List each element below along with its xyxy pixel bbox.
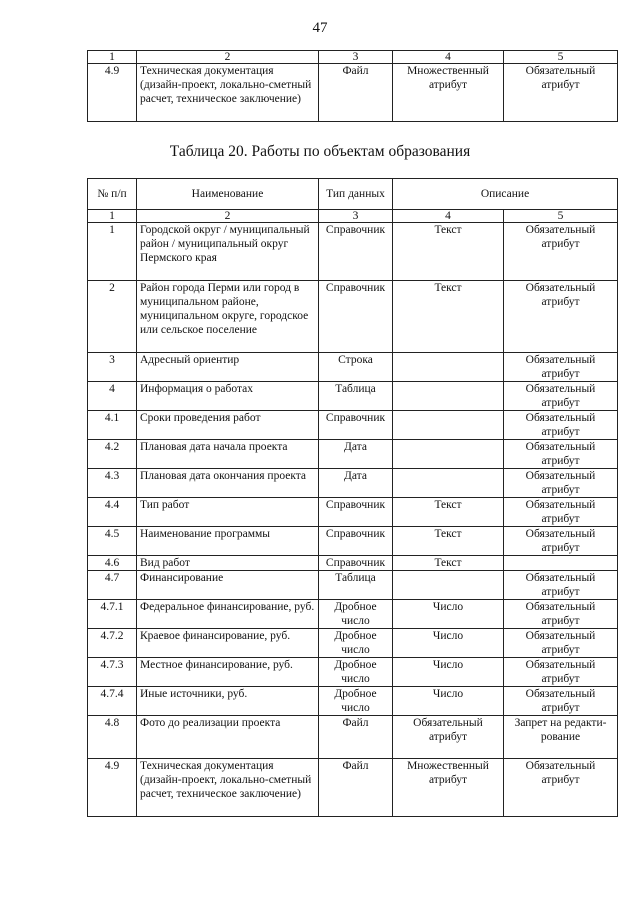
row-name: Сроки проведения работ bbox=[137, 411, 319, 440]
row-description-4: Множественный атрибут bbox=[393, 64, 504, 122]
row-data-type: Файл bbox=[319, 716, 393, 759]
table-title: Таблица 20. Работы по объектам образования bbox=[169, 143, 471, 160]
row-description-4: Текст bbox=[393, 498, 504, 527]
row-name: Федеральное финансирование, руб. bbox=[137, 600, 319, 629]
row-number: 3 bbox=[88, 353, 137, 382]
page-number: 47 bbox=[312, 20, 328, 36]
row-description-5: Обязательный атрибут bbox=[504, 527, 618, 556]
row-number: 1 bbox=[88, 223, 137, 281]
row-description-4 bbox=[393, 382, 504, 411]
row-description-4: Текст bbox=[393, 223, 504, 281]
table-row bbox=[88, 498, 618, 527]
row-name: Финансирование bbox=[137, 571, 319, 600]
row-name: Фото до реализации проекта bbox=[137, 716, 319, 759]
row-description-4 bbox=[393, 469, 504, 498]
column-number: 5 bbox=[504, 51, 618, 64]
column-number: 4 bbox=[393, 51, 504, 64]
column-number: 4 bbox=[393, 210, 504, 223]
row-description-5: Обязательный атрибут bbox=[504, 440, 618, 469]
continuation-table bbox=[87, 50, 618, 122]
row-data-type: Дробное число bbox=[319, 687, 393, 716]
row-data-type: Таблица bbox=[319, 571, 393, 600]
column-number: 2 bbox=[137, 210, 319, 223]
table-row bbox=[88, 64, 618, 122]
row-description-5: Обязательный атрибут bbox=[504, 629, 618, 658]
header-no: № п/п bbox=[88, 179, 137, 210]
row-name: Информация о работах bbox=[137, 382, 319, 411]
row-number: 4.2 bbox=[88, 440, 137, 469]
row-description-4: Текст bbox=[393, 556, 504, 571]
row-number: 4.7.1 bbox=[88, 600, 137, 629]
row-data-type: Дробное число bbox=[319, 600, 393, 629]
table-row bbox=[88, 571, 618, 600]
row-description-5: Обязательный атрибут bbox=[504, 469, 618, 498]
table-row bbox=[88, 759, 618, 817]
table-row bbox=[88, 600, 618, 629]
row-description-4: Число bbox=[393, 600, 504, 629]
row-name: Тип работ bbox=[137, 498, 319, 527]
row-name: Плановая дата начала проекта bbox=[137, 440, 319, 469]
row-number: 4.7 bbox=[88, 571, 137, 600]
row-description-4: Множественный атрибут bbox=[393, 759, 504, 817]
row-data-type: Справочник bbox=[319, 556, 393, 571]
row-data-type: Дробное число bbox=[319, 658, 393, 687]
row-number: 4.7.2 bbox=[88, 629, 137, 658]
column-number: 3 bbox=[319, 51, 393, 64]
row-description-5: Обязательный атрибут bbox=[504, 223, 618, 281]
table-row bbox=[88, 527, 618, 556]
top-column-number-row bbox=[88, 51, 618, 64]
row-number: 4.7.4 bbox=[88, 687, 137, 716]
column-number: 5 bbox=[504, 210, 618, 223]
row-description-5: Обязательный атрибут bbox=[504, 353, 618, 382]
table-header-row bbox=[88, 179, 618, 210]
row-description-5: Обязательный атрибут bbox=[504, 411, 618, 440]
row-name: Вид работ bbox=[137, 556, 319, 571]
row-number: 4.5 bbox=[88, 527, 137, 556]
row-name: Техническая документация (дизайн-проект, локально-сметный расчет, техническое заключение) bbox=[137, 759, 319, 817]
row-data-type: Дробное число bbox=[319, 629, 393, 658]
column-number: 2 bbox=[137, 51, 319, 64]
table-row bbox=[88, 353, 618, 382]
row-data-type: Справочник bbox=[319, 223, 393, 281]
row-description-4: Текст bbox=[393, 527, 504, 556]
row-description-5: Обязательный атрибут bbox=[504, 498, 618, 527]
row-data-type: Справочник bbox=[319, 411, 393, 440]
row-description-4 bbox=[393, 411, 504, 440]
row-description-4: Число bbox=[393, 658, 504, 687]
row-name: Иные источники, руб. bbox=[137, 687, 319, 716]
table-row bbox=[88, 716, 618, 759]
table-row bbox=[88, 440, 618, 469]
row-description-5 bbox=[504, 556, 618, 571]
row-data-type: Дата bbox=[319, 440, 393, 469]
row-data-type: Строка bbox=[319, 353, 393, 382]
column-number: 1 bbox=[88, 210, 137, 223]
row-description-5: Обязательный атрибут bbox=[504, 759, 618, 817]
row-number: 4.3 bbox=[88, 469, 137, 498]
table-row bbox=[88, 411, 618, 440]
row-data-type: Дата bbox=[319, 469, 393, 498]
row-data-type: Справочник bbox=[319, 498, 393, 527]
row-number: 4.9 bbox=[88, 64, 137, 122]
main-column-number-row bbox=[88, 210, 618, 223]
row-number: 4.6 bbox=[88, 556, 137, 571]
row-description-4 bbox=[393, 440, 504, 469]
row-description-5: Обязательный атрибут bbox=[504, 382, 618, 411]
row-number: 4.8 bbox=[88, 716, 137, 759]
row-description-5: Обязательный атрибут bbox=[504, 658, 618, 687]
row-name: Краевое финансирование, руб. bbox=[137, 629, 319, 658]
row-description-5: Обязательный атрибут bbox=[504, 600, 618, 629]
row-description-5: Обязательный атрибут bbox=[504, 281, 618, 353]
table-row bbox=[88, 382, 618, 411]
column-number: 3 bbox=[319, 210, 393, 223]
row-number: 4.1 bbox=[88, 411, 137, 440]
row-name: Адресный ориентир bbox=[137, 353, 319, 382]
row-description-5: Обязательный атрибут bbox=[504, 64, 618, 122]
row-description-4: Число bbox=[393, 687, 504, 716]
row-data-type: Файл bbox=[319, 64, 393, 122]
row-number: 4 bbox=[88, 382, 137, 411]
column-number: 1 bbox=[88, 51, 137, 64]
row-name: Городской округ / муниципальный район / муниципальный округ Пермского края bbox=[137, 223, 319, 281]
row-description-4 bbox=[393, 571, 504, 600]
row-name: Наименование программы bbox=[137, 527, 319, 556]
row-name: Район города Перми или город в муниципальном районе, муниципальном округе, городское или сельское поселение bbox=[137, 281, 319, 353]
row-number: 4.9 bbox=[88, 759, 137, 817]
header-description: Описание bbox=[393, 179, 618, 210]
table-row bbox=[88, 687, 618, 716]
row-data-type: Таблица bbox=[319, 382, 393, 411]
row-description-5: Обязательный атрибут bbox=[504, 571, 618, 600]
row-data-type: Справочник bbox=[319, 527, 393, 556]
works-table bbox=[87, 178, 618, 817]
row-number: 4.7.3 bbox=[88, 658, 137, 687]
table-row bbox=[88, 223, 618, 281]
row-description-5: Обязательный атрибут bbox=[504, 687, 618, 716]
header-name: Наименование bbox=[137, 179, 319, 210]
row-description-4: Текст bbox=[393, 281, 504, 353]
row-name: Местное финансирование, руб. bbox=[137, 658, 319, 687]
table-row bbox=[88, 629, 618, 658]
row-description-4: Число bbox=[393, 629, 504, 658]
row-number: 4.4 bbox=[88, 498, 137, 527]
row-name: Техническая документация (дизайн-проект, локально-сметный расчет, техническое заключение) bbox=[137, 64, 319, 122]
row-name: Плановая дата окончания проекта bbox=[137, 469, 319, 498]
table-row bbox=[88, 658, 618, 687]
table-row bbox=[88, 469, 618, 498]
table-row bbox=[88, 281, 618, 353]
header-type: Тип данных bbox=[319, 179, 393, 210]
row-description-4: Обязательный атрибут bbox=[393, 716, 504, 759]
row-number: 2 bbox=[88, 281, 137, 353]
row-description-5: Запрет на редакти-рование bbox=[504, 716, 618, 759]
row-data-type: Справочник bbox=[319, 281, 393, 353]
row-description-4 bbox=[393, 353, 504, 382]
table-row bbox=[88, 556, 618, 571]
row-data-type: Файл bbox=[319, 759, 393, 817]
